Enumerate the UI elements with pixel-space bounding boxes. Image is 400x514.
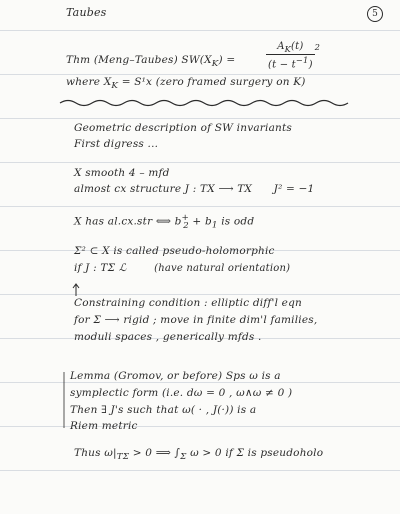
page-number: 5 xyxy=(367,6,383,22)
page-title: Taubes xyxy=(66,6,107,19)
frac-numerator: A xyxy=(277,41,285,52)
parity-mid: + b xyxy=(188,215,212,228)
parity-sub2: 1 xyxy=(211,220,218,231)
conclusion-left: Thus ω| xyxy=(74,447,117,459)
constraint-line-3: moduli spaces , generically mfds . xyxy=(74,331,262,343)
lemma-line-1: Lemma (Gromov, or before) Sps ω is a xyxy=(70,370,281,382)
parity-sub: 2 xyxy=(183,220,189,231)
conclusion-right: ω > 0 if Σ is pseudoholo xyxy=(186,447,324,459)
frac-denominator-tail: ) xyxy=(308,59,313,71)
setup-line-2 xyxy=(74,183,314,195)
frac-numerator-tail: (t) xyxy=(291,41,304,52)
lemma-line-2: symplectic form (i.e. dω = 0 , ω∧ω ≠ 0 ) xyxy=(70,387,293,399)
frac-exponent: 2 xyxy=(314,42,321,53)
setup-j-squared: J² = −1 xyxy=(273,183,315,195)
setup-almost-cx: almost cx structure J : TX ⟶ TX xyxy=(74,183,253,195)
constraint-line-2: for Σ ⟶ rigid ; move in finite dim'l families, xyxy=(74,314,318,326)
setup-line-1: X smooth 4 – mfd xyxy=(74,167,170,179)
lemma-line-3: Then ∃ J's such that ω( · , J(·)) is a xyxy=(70,404,257,416)
theorem-eq: ) = xyxy=(218,54,236,66)
frac-numerator-sub: K xyxy=(284,44,292,54)
conclusion-int-sub: Σ xyxy=(180,452,187,463)
theorem-left: Thm (Meng–Taubes) SW(X xyxy=(66,54,212,66)
section-heading: Geometric description of SW invariants xyxy=(74,122,292,134)
parity-left: X has al.cx.str ⟺ b xyxy=(74,215,182,228)
pseudo-line-2 xyxy=(74,262,290,274)
conclusion-sub: TΣ xyxy=(116,452,130,463)
theorem-where-tail: = S¹x (zero framed surgery on K) xyxy=(118,76,306,88)
parity-line xyxy=(74,213,254,231)
pseudo-if: if J : TΣ ℒ xyxy=(74,262,127,274)
pseudo-orientation: (have natural orientation) xyxy=(154,263,291,274)
theorem-where-sub: K xyxy=(111,81,119,92)
conclusion-mid: > 0 ⟹ ∫ xyxy=(129,447,181,459)
parity-right: is odd xyxy=(217,215,255,228)
parity-sup: + xyxy=(181,213,190,223)
section-subheading: First digress ... xyxy=(74,138,159,150)
pseudo-line-1: Σ² ⊂ X is called pseudo-holomorphic xyxy=(74,245,275,257)
lemma-line-4: Riem metric xyxy=(70,420,138,432)
constraint-line-1: Constraining condition : elliptic diff'l eqn xyxy=(74,297,302,309)
theorem-where: where X xyxy=(66,76,112,88)
frac-denominator-sup: −1 xyxy=(295,55,309,65)
conclusion-line xyxy=(74,447,323,462)
frac-denominator: (t − t xyxy=(268,59,296,71)
theorem-sub: K xyxy=(211,59,219,70)
